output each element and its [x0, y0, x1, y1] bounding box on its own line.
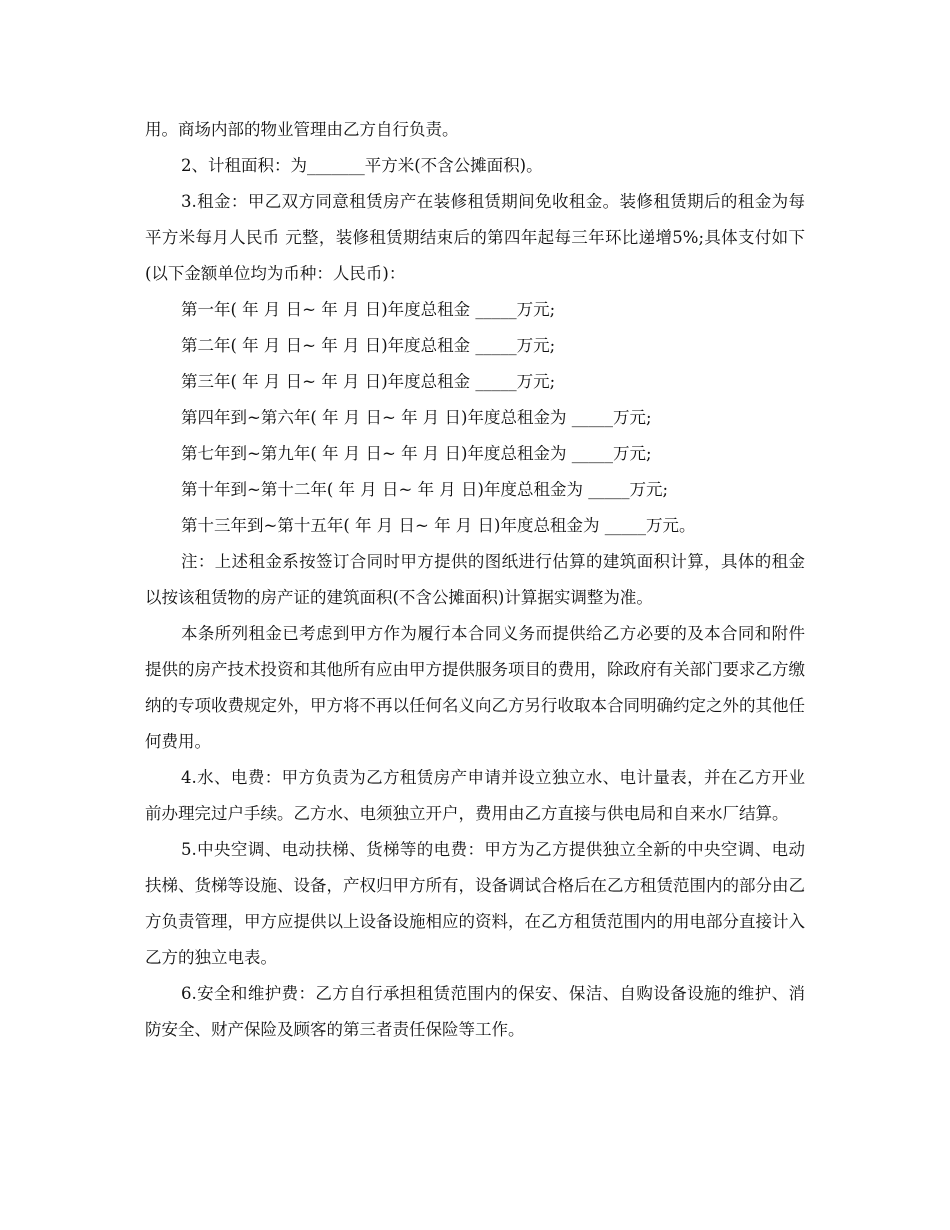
- rent-item-year-2: 第二年( 年 月 日~ 年 月 日)年度总租金 _____万元;: [181, 336, 556, 355]
- paragraph-safety-maintenance: 6.安全和维护费：乙方自行承担租赁范围内的保安、保洁、自购设备设施的维护、消防安全、财产保险及顾客的第三者责任保险等工作。: [145, 984, 805, 1039]
- rent-item-year-1: 第一年( 年 月 日~ 年 月 日)年度总租金 _____万元;: [181, 300, 556, 319]
- rent-item-year-13-15: 第十三年到~第十五年( 年 月 日~ 年 月 日)年度总租金为 _____万元。: [181, 516, 696, 535]
- paragraph-rent-scope: 本条所列租金已考虑到甲方作为履行本合同义务而提供给乙方必要的及本合同和附件提供的房产技术投资和其他所有应由甲方提供服务项目的费用，除政府有关部门要求乙方缴纳的专项收费规定外，甲方将不再以任何名义向乙方另行收取本合同明确约定之外的其他任何费用。: [145, 624, 805, 751]
- paragraph-rent: 3.租金：甲乙双方同意租赁房产在装修租赁期间免收租金。装修租赁期后的租金为每平方米每月人民币 元整，装修租赁期结束后的第四年起每三年环比递增5%;具体支付如下(以下金额单位均为币种：人民币)：: [145, 192, 805, 283]
- rent-item-year-10-12: 第十年到~第十二年( 年 月 日~ 年 月 日)年度总租金为 _____万元;: [181, 480, 669, 499]
- paragraph-utilities: 4.水、电费：甲方负责为乙方租赁房产申请并设立独立水、电计量表，并在乙方开业前办理完过户手续。乙方水、电须独立开户，费用由乙方直接与供电局和自来水厂结算。: [145, 768, 805, 823]
- paragraph-continuation: 用。商场内部的物业管理由乙方自行负责。: [145, 120, 459, 139]
- paragraph-hvac-elevator: 5.中央空调、电动扶梯、货梯等的电费：甲方为乙方提供独立全新的中央空调、电动扶梯、货梯等设施、设备，产权归甲方所有，设备调试合格后在乙方租赁范围内的部分由乙方负责管理，甲方应提供以上设备设施相应的资料，在乙方租赁范围内的用电部分直接计入乙方的独立电表。: [145, 840, 805, 967]
- rent-item-year-3: 第三年( 年 月 日~ 年 月 日)年度总租金 _____万元;: [181, 372, 556, 391]
- document-body: [145, 112, 805, 1048]
- paragraph-rental-area: 2、计租面积：为_______平方米(不含公摊面积)。: [181, 156, 543, 175]
- rent-item-year-4-6: 第四年到~第六年( 年 月 日~ 年 月 日)年度总租金为 _____万元;: [181, 408, 652, 427]
- rent-item-year-7-9: 第七年到~第九年( 年 月 日~ 年 月 日)年度总租金为 _____万元;: [181, 444, 652, 463]
- paragraph-note: 注：上述租金系按签订合同时甲方提供的图纸进行估算的建筑面积计算，具体的租金以按该租赁物的房产证的建筑面积(不含公摊面积)计算据实调整为准。: [145, 552, 805, 607]
